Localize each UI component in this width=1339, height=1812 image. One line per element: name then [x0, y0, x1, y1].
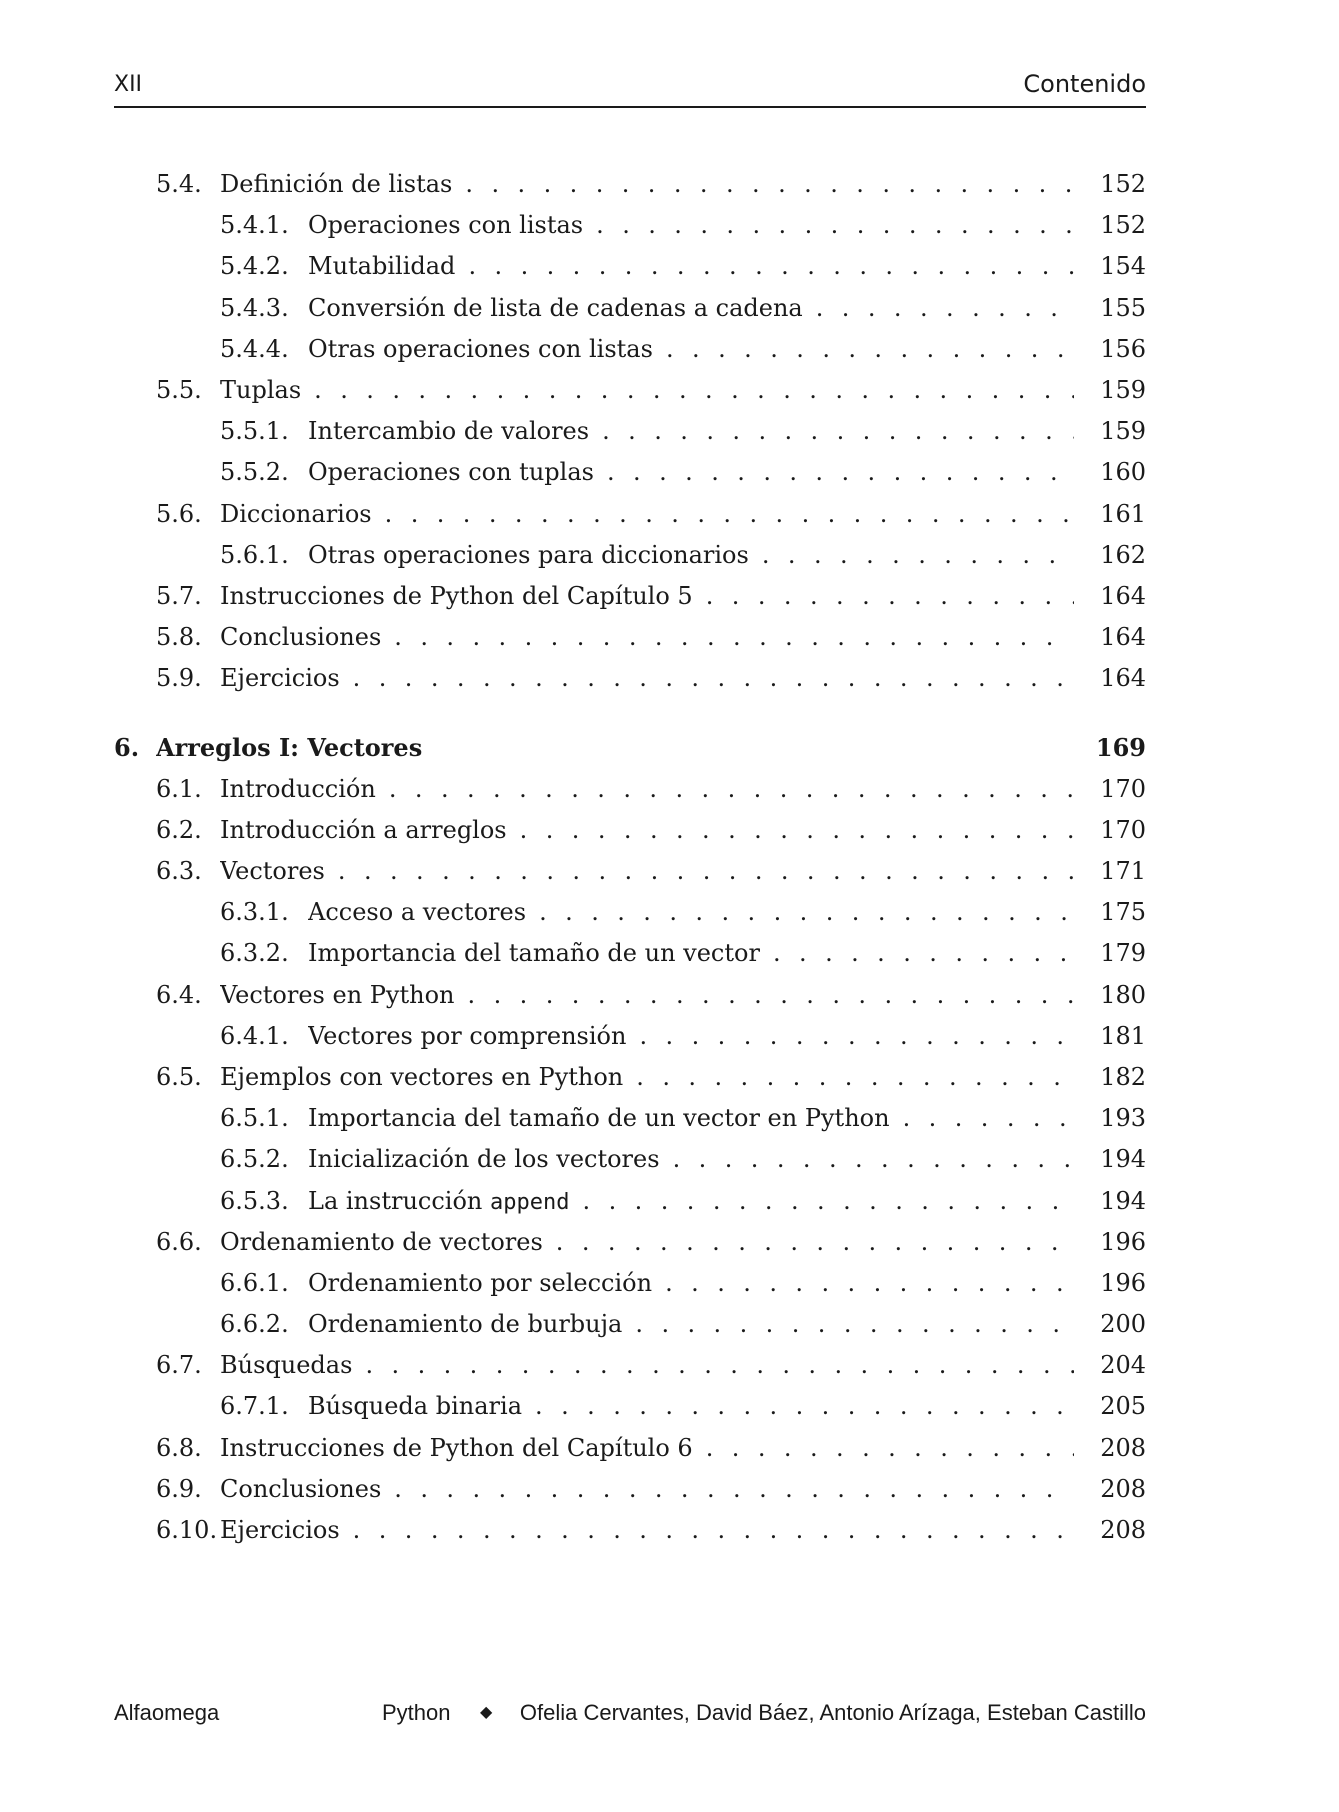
entry-number: 6.3.2. — [220, 939, 289, 968]
entry-page: 161 — [1100, 499, 1146, 528]
entry-number: 6.6.2. — [220, 1310, 289, 1339]
entry-title: Vectores en Python . . . — [220, 975, 1074, 1016]
entry-title: Instrucciones de Python del Capítulo 5 . . . — [220, 576, 1074, 617]
page-number: XII — [114, 72, 143, 97]
toc-entry — [114, 892, 1146, 933]
toc-entry — [114, 975, 1146, 1016]
entry-number: 5.5. — [156, 375, 202, 404]
toc-entry — [114, 851, 1146, 892]
toc-entry — [114, 1222, 1146, 1263]
entry-number: 6.3.1. — [220, 898, 289, 927]
table-of-contents — [114, 164, 1146, 1551]
entry-number: 6.9. — [156, 1474, 202, 1503]
toc-entry — [114, 494, 1146, 535]
toc-entry — [114, 1428, 1146, 1469]
entry-number: 6.6.1. — [220, 1268, 289, 1297]
entry-page: 154 — [1100, 252, 1146, 281]
toc-entry — [114, 205, 1146, 246]
entry-title: Diccionarios . . . — [220, 494, 1074, 535]
entry-number: 5.5.1. — [220, 417, 289, 446]
entry-page: 208 — [1100, 1474, 1146, 1503]
entry-number: 5.4. — [156, 170, 202, 198]
entry-page: 171 — [1100, 857, 1146, 885]
entry-title-text: La instrucción — [308, 1186, 483, 1215]
chapter-number: 6. — [114, 733, 140, 763]
entry-title: Búsqueda binaria . . . — [308, 1386, 1074, 1427]
authors-list: Ofelia Cervantes, David Báez, Antonio Arízaga, Esteban Castillo — [519, 1700, 1146, 1725]
entry-title: Introducción a arreglos . . . — [220, 810, 1074, 851]
entry-title: Conclusiones . . . — [220, 617, 1074, 658]
entry-number: 6.5.1. — [220, 1104, 289, 1133]
entry-number: 5.7. — [156, 581, 202, 610]
toc-entry — [114, 576, 1146, 617]
toc-entry — [114, 1057, 1146, 1098]
chapter-page: 169 — [1095, 733, 1146, 763]
entry-page: 155 — [1100, 293, 1146, 322]
book-title: Python — [382, 1700, 451, 1725]
entry-title: Inicialización de los vectores . . . — [308, 1139, 1074, 1180]
entry-number: 5.5.2. — [220, 458, 289, 487]
entry-number: 6.4.1. — [220, 1021, 289, 1050]
entry-page: 164 — [1100, 623, 1146, 652]
entry-number: 6.5. — [156, 1062, 202, 1091]
entry-title: Tuplas . . . — [220, 370, 1074, 411]
entry-number: 5.4.4. — [220, 334, 289, 363]
entry-page: 152 — [1100, 211, 1146, 240]
entry-title: Otras operaciones con listas . . . — [308, 329, 1074, 370]
entry-number: 5.6. — [156, 499, 202, 528]
entry-number: 5.4.3. — [220, 293, 289, 322]
toc-entry — [114, 370, 1146, 411]
entry-number: 6.10. — [156, 1516, 218, 1544]
entry-title: Ordenamiento por selección . . . — [308, 1263, 1074, 1304]
entry-title: Instrucciones de Python del Capítulo 6 . . . — [220, 1428, 1074, 1469]
entry-page: 181 — [1100, 1021, 1146, 1050]
entry-page: 159 — [1100, 375, 1146, 404]
entry-title: Ordenamiento de vectores . . . — [220, 1222, 1074, 1263]
entry-title: Ejercicios . . . — [220, 658, 1074, 699]
entry-number: 5.8. — [156, 623, 202, 652]
entry-title: Definición de listas . . . — [220, 164, 1074, 205]
entry-title — [308, 1181, 1074, 1223]
page-header — [114, 68, 1146, 108]
entry-title: Vectores por comprensión . . . — [308, 1016, 1074, 1057]
toc-entry — [114, 769, 1146, 810]
entry-number: 6.6. — [156, 1227, 202, 1256]
entry-page: 194 — [1100, 1186, 1146, 1215]
entry-number: 5.6.1. — [220, 540, 289, 569]
entry-number: 5.4.1. — [220, 211, 289, 240]
entry-number: 6.4. — [156, 980, 202, 1009]
toc-entry — [114, 617, 1146, 658]
entry-page: 205 — [1100, 1392, 1146, 1421]
entry-page: 175 — [1100, 898, 1146, 927]
entry-page: 156 — [1100, 334, 1146, 363]
entry-title: Ejercicios . . . — [220, 1510, 1074, 1551]
entry-number: 6.1. — [156, 774, 202, 803]
entry-page: 152 — [1100, 170, 1146, 198]
entry-title: Ejemplos con vectores en Python . . . — [220, 1057, 1074, 1098]
entry-page: 159 — [1100, 417, 1146, 446]
toc-entry — [114, 1181, 1146, 1222]
entry-title: Operaciones con listas . . . — [308, 205, 1074, 246]
entry-page: 179 — [1100, 939, 1146, 968]
entry-page: 164 — [1100, 664, 1146, 693]
entry-title: Conclusiones . . . — [220, 1469, 1074, 1510]
entry-number: 5.4.2. — [220, 252, 289, 281]
toc-entry — [114, 1139, 1146, 1180]
entry-title: Introducción . . . — [220, 769, 1074, 810]
page-footer — [114, 1700, 1146, 1730]
entry-number: 5.9. — [156, 664, 202, 693]
entry-page: 196 — [1100, 1227, 1146, 1256]
entry-title: Operaciones con tuplas . . . — [308, 452, 1074, 493]
toc-entry — [114, 329, 1146, 370]
entry-page: 164 — [1100, 581, 1146, 610]
toc-entry — [114, 1263, 1146, 1304]
toc-entry — [114, 658, 1146, 699]
entry-page: 194 — [1100, 1145, 1146, 1174]
toc-entry — [114, 535, 1146, 576]
entry-page: 196 — [1100, 1268, 1146, 1297]
entry-number: 6.5.3. — [220, 1186, 289, 1215]
entry-number: 6.8. — [156, 1433, 202, 1462]
entry-page: 170 — [1100, 815, 1146, 844]
entry-title: Intercambio de valores . . . — [308, 411, 1074, 452]
toc-entry — [114, 164, 1146, 205]
publisher-name: Alfaomega — [114, 1700, 220, 1725]
chapter-title: Arreglos I: Vectores — [156, 733, 423, 763]
entry-title: Vectores . . . — [220, 851, 1074, 892]
toc-entry — [114, 411, 1146, 452]
toc-entry — [114, 810, 1146, 851]
entry-title: Otras operaciones para diccionarios . . . — [308, 535, 1074, 576]
entry-page: 200 — [1100, 1310, 1146, 1339]
toc-entry — [114, 1098, 1146, 1139]
toc-entry — [114, 1386, 1146, 1427]
entry-number: 6.7.1. — [220, 1392, 289, 1421]
entry-page: 170 — [1100, 774, 1146, 803]
diamond-separator-icon: ◆ — [480, 1704, 493, 1721]
entry-page: 208 — [1100, 1433, 1146, 1462]
entry-page: 182 — [1100, 1062, 1146, 1091]
toc-entry — [114, 1345, 1146, 1386]
toc-entry — [114, 452, 1146, 493]
entry-number: 6.2. — [156, 815, 202, 844]
entry-page: 162 — [1100, 540, 1146, 569]
entry-title: Importancia del tamaño de un vector en Python . . . — [308, 1098, 1074, 1139]
entry-number: 6.3. — [156, 857, 202, 885]
entry-title: Importancia del tamaño de un vector . . . — [308, 933, 1074, 974]
toc-entry — [114, 1304, 1146, 1345]
entry-title: Ordenamiento de burbuja . . . — [308, 1304, 1074, 1345]
toc-entry — [114, 1469, 1146, 1510]
running-head: Contenido — [1023, 70, 1146, 98]
entry-title: Acceso a vectores . . . — [308, 892, 1074, 933]
toc-entry — [114, 246, 1146, 287]
toc-entry — [114, 1510, 1146, 1551]
toc-entry — [114, 288, 1146, 329]
entry-page: 193 — [1100, 1104, 1146, 1133]
entry-title: Mutabilidad . . . — [308, 246, 1074, 287]
toc-chapter-entry — [114, 727, 1146, 768]
entry-page: 204 — [1100, 1351, 1146, 1380]
entry-page: 160 — [1100, 458, 1146, 487]
entry-page: 180 — [1100, 980, 1146, 1009]
entry-page: 208 — [1100, 1516, 1146, 1544]
entry-number: 6.7. — [156, 1351, 202, 1380]
entry-title: Conversión de lista de cadenas a cadena . . . — [308, 288, 1074, 329]
toc-entry — [114, 1016, 1146, 1057]
code-keyword: append — [490, 1189, 570, 1215]
toc-entry — [114, 933, 1146, 974]
entry-number: 6.5.2. — [220, 1145, 289, 1174]
entry-title: Búsquedas . . . — [220, 1345, 1074, 1386]
